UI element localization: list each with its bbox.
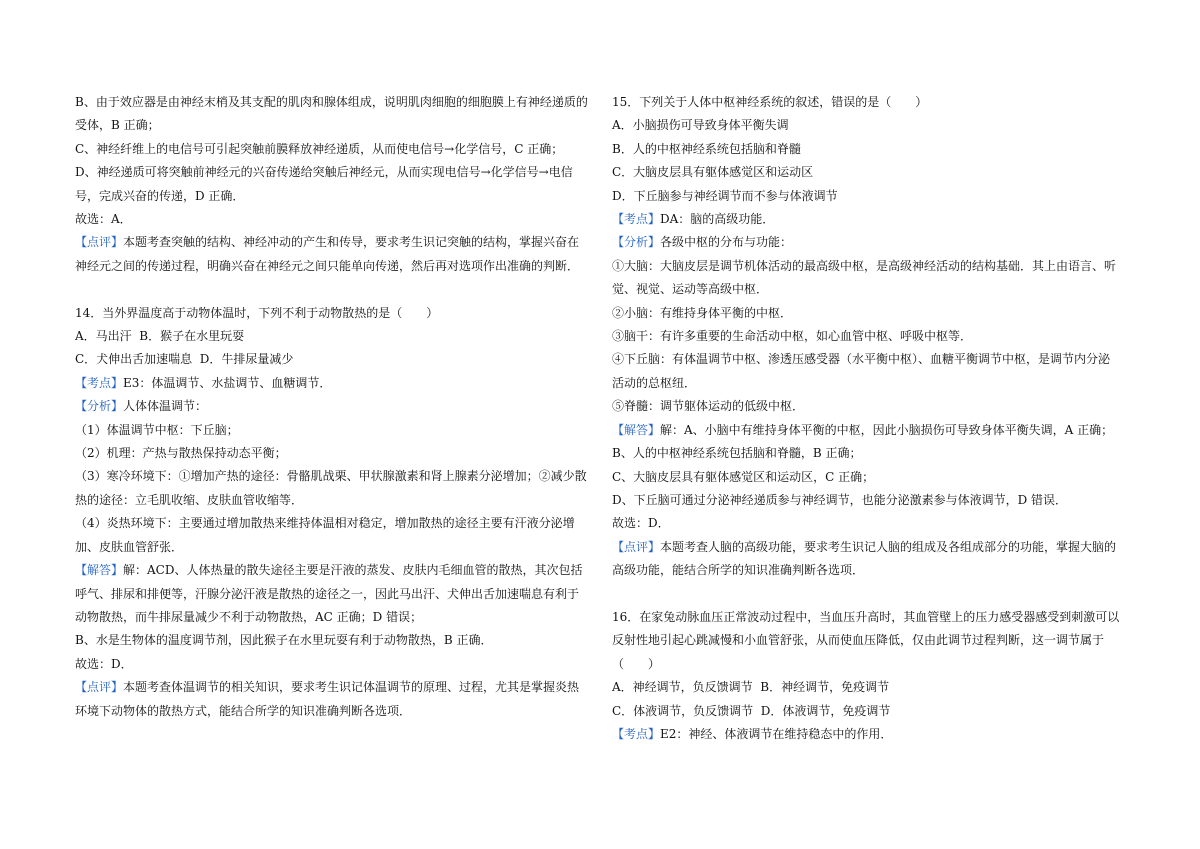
text-line: C．犬伸出舌加速喘息 D．牛排尿量减少 bbox=[75, 352, 294, 367]
text-line: ⑤脊髓：调节躯体运动的低级中枢． bbox=[612, 399, 805, 414]
section-tag: 【考点】 bbox=[75, 375, 124, 390]
text-line bbox=[75, 676, 595, 699]
text-line: A．神经调节，负反馈调节 B．神经调节，免疫调节 bbox=[612, 680, 890, 695]
section-tag: 【解答】 bbox=[75, 563, 124, 578]
text-line bbox=[75, 559, 595, 582]
text-line: 反射性地引起心跳减慢和小血管舒张，从而使血压降低，仅由此调节过程判断，这一调节属于 bbox=[612, 633, 1105, 648]
text-line: 热的途径：立毛肌收缩、皮肤血管收缩等． bbox=[75, 492, 304, 507]
text-line: C、大脑皮层具有躯体感觉区和运动区，C 正确； bbox=[612, 469, 875, 484]
section-text: E3：体温调节、水盐调节、血糖调节． bbox=[123, 375, 332, 390]
section-tag: 【考点】 bbox=[612, 726, 661, 741]
section-text: 本题考查体温调节的相关知识，要求考生识记体温调节的原理、过程，尤其是掌握炎热 bbox=[123, 680, 580, 695]
text-line bbox=[612, 208, 1137, 231]
text-line: D、下丘脑可通过分泌神经递质参与神经调节，也能分泌激素参与体液调节，D 错误． bbox=[612, 492, 1068, 507]
text-line bbox=[75, 372, 595, 395]
section-tag: 【分析】 bbox=[612, 235, 661, 250]
section-text: 解：A、小脑中有维持身体平衡的中枢，因此小脑损伤可导致身体平衡失调，A 正确； bbox=[660, 422, 1114, 437]
section-text: 本题考查突触的结构、神经冲动的产生和传导，要求考生识记突触的结构，掌握兴奋在 bbox=[123, 235, 580, 250]
text-line: 动物散热，而牛排尿量减少不利于动物散热，AC 正确；D 错误； bbox=[75, 609, 423, 624]
text-line: C、神经纤维上的电信号可引起突触前膜释放神经递质，从而使电信号→化学信号，C 正确； bbox=[75, 141, 564, 156]
text-line bbox=[612, 231, 1137, 254]
text-line: （2）机理：产热与散热保持动态平衡； bbox=[75, 446, 287, 461]
text-line: D、神经递质可将突触前神经元的兴奋传递给突触后神经元，从而实现电信号→化学信号→电信 bbox=[75, 165, 573, 180]
text-line: 加、皮肤血管舒张． bbox=[75, 539, 184, 554]
text-line: 故选：D． bbox=[75, 656, 133, 671]
paragraph-gap bbox=[612, 583, 1137, 606]
section-tag: 【解答】 bbox=[612, 422, 661, 437]
text-line: B、水是生物体的温度调节剂，因此猴子在水里玩耍有利于动物散热，B 正确． bbox=[75, 633, 493, 648]
right-column bbox=[612, 91, 1137, 746]
section-tag: 【点评】 bbox=[75, 235, 124, 250]
section-tag: 【点评】 bbox=[612, 539, 661, 554]
text-line: C．体液调节，负反馈调节 D．体液调节，免疫调节 bbox=[612, 703, 891, 718]
text-line: C．大脑皮层具有躯体感觉区和运动区 bbox=[612, 165, 814, 180]
text-line: 呼气、排尿和排便等，汗腺分泌汗液是散热的途径之一，因此马出汗、犬伸出舌加速喘息有利于 bbox=[75, 586, 580, 601]
text-line: 活动的总枢纽． bbox=[612, 375, 697, 390]
text-line bbox=[75, 231, 595, 254]
section-tag: 【点评】 bbox=[75, 680, 124, 695]
paragraph-gap bbox=[75, 278, 595, 301]
text-line: B、由于效应器是由神经末梢及其支配的肌肉和腺体组成，说明肌肉细胞的细胞膜上有神经递质的 bbox=[75, 95, 588, 109]
text-line bbox=[612, 723, 1137, 746]
text-line: 环境下动物体的散热方式，能结合所学的知识准确判断各选项． bbox=[75, 703, 412, 718]
text-line: （3）寒冷环境下：①增加产热的途径：骨骼肌战栗、甲状腺激素和肾上腺素分泌增加；②减少散 bbox=[75, 469, 587, 484]
text-line: （4）炎热环境下：主要通过增加散热来维持体温相对稳定，增加散热的途径主要有汗液分泌增 bbox=[75, 516, 575, 531]
section-text: DA：脑的高级功能． bbox=[660, 212, 775, 227]
section-text: 解：ACD、人体热量的散失途径主要是汗液的蒸发、皮肤内毛细血管的散热，其次包括 bbox=[123, 563, 583, 578]
text-line: 16．在家兔动脉血压正常波动过程中，当血压升高时，其血管壁上的压力感受器感受到刺激可以 bbox=[612, 609, 1120, 624]
text-line: 故选：A． bbox=[75, 212, 132, 227]
text-line: 觉、视觉、运动等高级中枢． bbox=[612, 282, 769, 297]
left-column bbox=[75, 91, 595, 723]
section-text: E2：神经、体液调节在维持稳态中的作用． bbox=[660, 726, 893, 741]
text-line: A．马出汗 B．猴子在水里玩耍 bbox=[75, 329, 245, 344]
text-line: 高级功能，能结合所学的知识准确判断各选项． bbox=[612, 563, 865, 578]
section-text: 人体体温调节： bbox=[123, 399, 208, 414]
section-text: 本题考查人脑的高级功能，要求考生识记人脑的组成及各组成部分的功能，掌握大脑的 bbox=[660, 539, 1117, 554]
text-line: ①大脑：大脑皮层是调节机体活动的最高级中枢，是高级神经活动的结构基础．其上由语言、听 bbox=[612, 258, 1117, 273]
section-tag: 【考点】 bbox=[612, 212, 661, 227]
text-line: B．人的中枢神经系统包括脑和脊髓 bbox=[612, 141, 801, 156]
text-line: （ ） bbox=[612, 656, 661, 671]
text-line: 神经元之间的传递过程，明确兴奋在神经元之间只能单向传递，然后再对选项作出准确的判断． bbox=[75, 258, 580, 273]
text-line bbox=[612, 536, 1137, 559]
text-line bbox=[612, 419, 1137, 442]
text-line: ④下丘脑：有体温调节中枢、渗透压感受器（水平衡中枢）、血糖平衡调节中枢，是调节内分泌 bbox=[612, 352, 1111, 367]
section-text: 各级中枢的分布与功能： bbox=[660, 235, 793, 250]
text-line: 受体，B 正确； bbox=[75, 118, 160, 133]
text-line: 15．下列关于人体中枢神经系统的叙述，错误的是（ ） bbox=[612, 95, 928, 109]
text-line bbox=[75, 395, 595, 418]
text-line: 号，完成兴奋的传递，D 正确． bbox=[75, 188, 245, 203]
text-line: D．下丘脑参与神经调节而不参与体液调节 bbox=[612, 188, 838, 203]
text-line: A．小脑损伤可导致身体平衡失调 bbox=[612, 118, 789, 133]
text-line: 14．当外界温度高于动物体温时，下列不利于动物散热的是（ ） bbox=[75, 305, 439, 320]
text-line: 故选：D． bbox=[612, 516, 670, 531]
section-tag: 【分析】 bbox=[75, 399, 124, 414]
text-line: ③脑干：有许多重要的生命活动中枢，如心血管中枢、呼吸中枢等． bbox=[612, 329, 973, 344]
text-line: B、人的中枢神经系统包括脑和脊髓，B 正确； bbox=[612, 446, 862, 461]
text-line: （1）体温调节中枢：下丘脑； bbox=[75, 422, 239, 437]
text-line: ②小脑：有维持身体平衡的中枢． bbox=[612, 305, 793, 320]
